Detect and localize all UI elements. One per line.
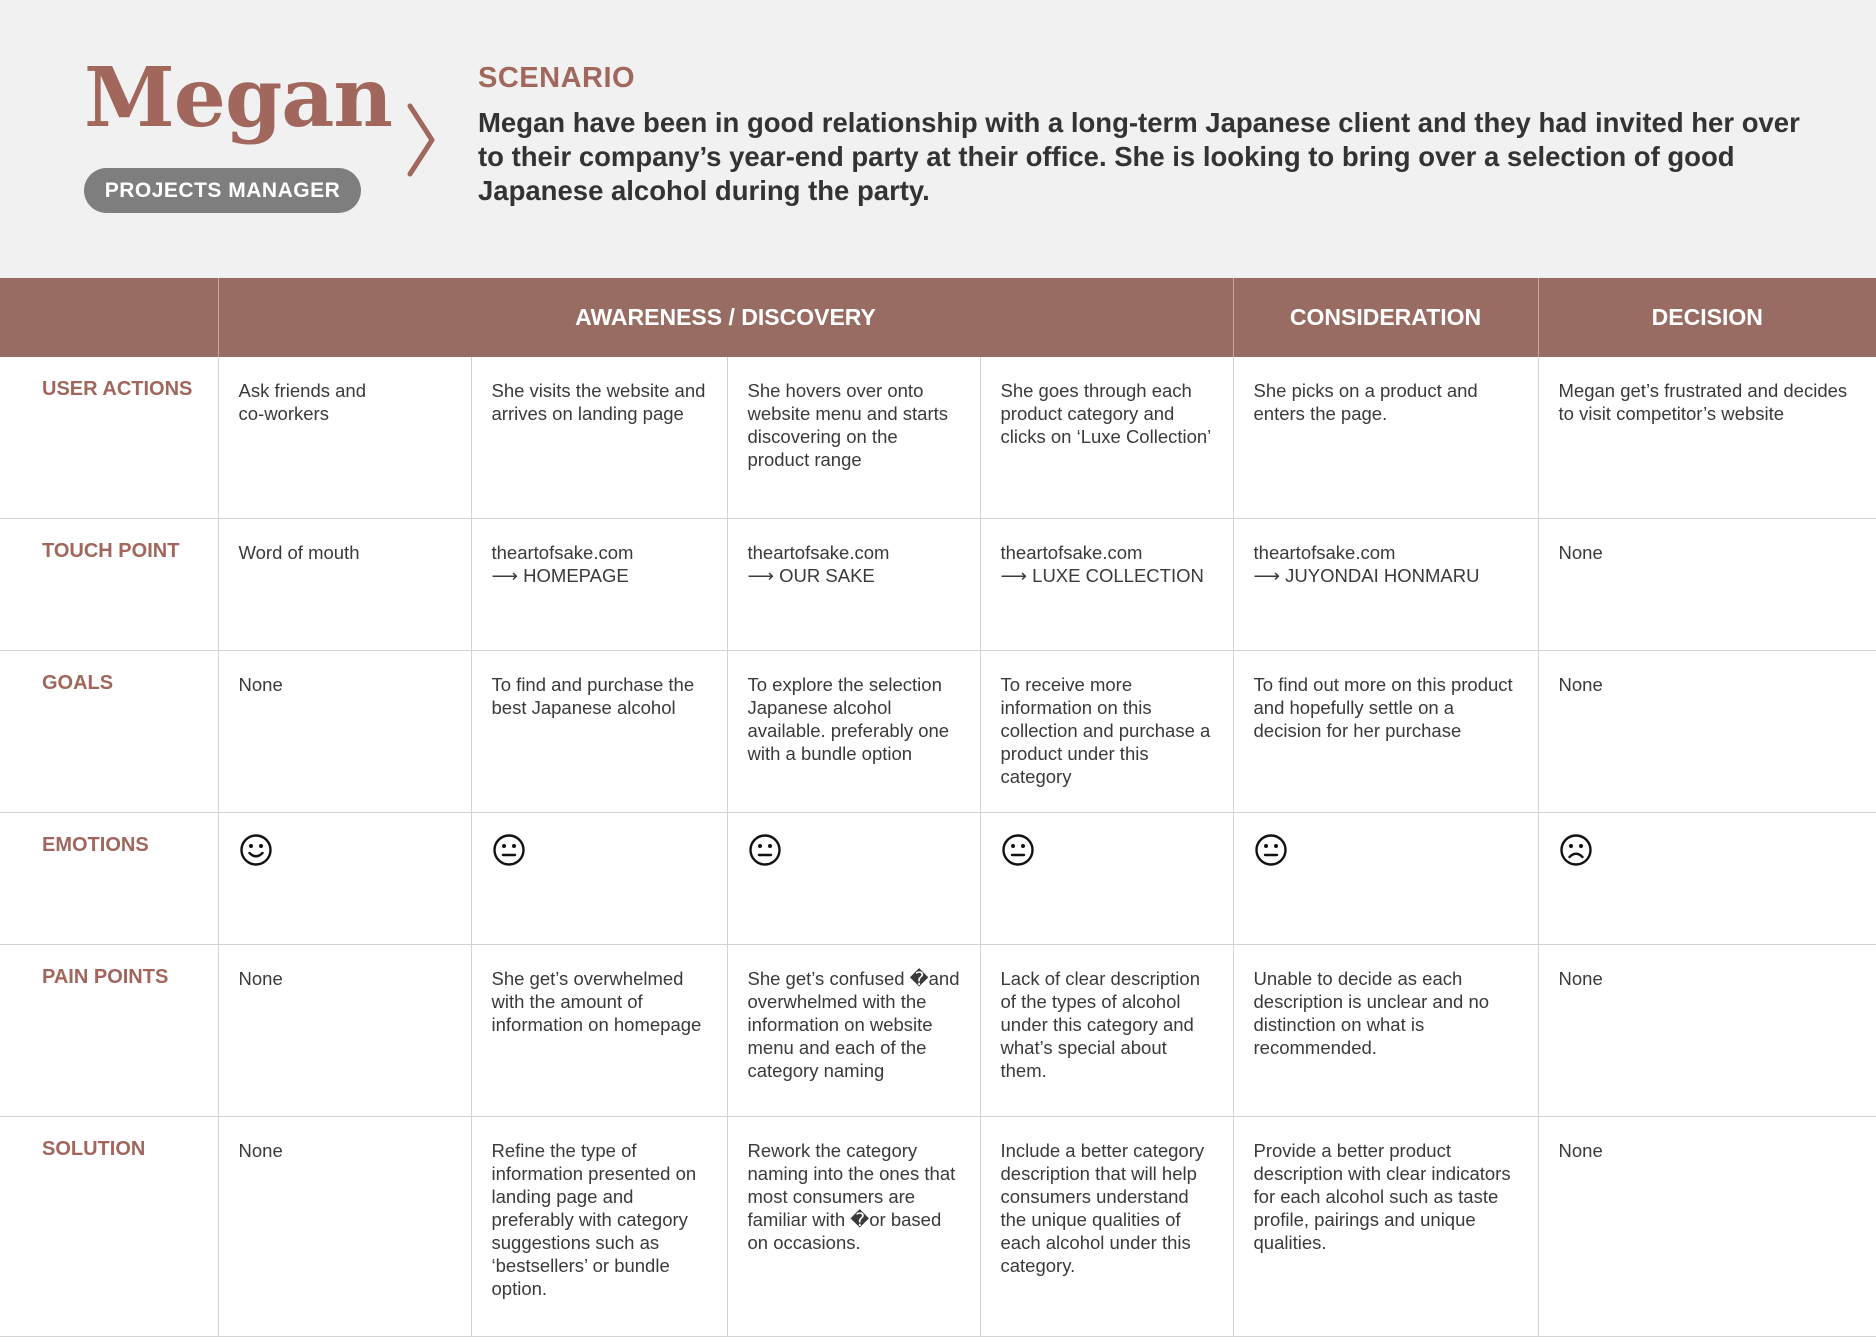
table-cell: None [1538,1117,1876,1337]
neutral-face-icon [1001,833,1035,867]
neutral-face-icon [748,833,782,867]
table-cell: theartofsake.com ⟶ HOMEPAGE [471,519,727,651]
neutral-face-icon [1254,833,1288,867]
stage-consideration: CONSIDERATION [1233,279,1538,357]
table-cell: To find out more on this product and hopefully settle on a decision for her purchase [1233,651,1538,813]
table-cell: She visits the website and arrives on landing page [471,357,727,519]
row-label: GOALS [0,651,218,813]
row-solution [0,1117,1876,1337]
table-cell [727,813,980,945]
row-goals [0,651,1876,813]
table-cell: She picks on a product and enters the page. [1233,357,1538,519]
stage-header-row [0,279,1876,357]
table-cell: theartofsake.com ⟶ OUR SAKE [727,519,980,651]
table-cell: She goes through each product category and clicks on ‘Luxe Collection’ [980,357,1233,519]
row-label: PAIN POINTS [0,945,218,1117]
table-cell: Include a better category description that will help consumers understand the unique qualities of each alcohol under this category. [980,1117,1233,1337]
table-cell: theartofsake.com ⟶ LUXE COLLECTION [980,519,1233,651]
table-cell: She get’s overwhelmed with the amount of information on homepage [471,945,727,1117]
scenario-text: Megan have been in good relationship with a long-term Japanese client and they had invited her over to their company’s year-end party at their office. She is looking to bring over a selection of good Japanese alcohol during the party. [478,107,1800,206]
table-cell [1538,813,1876,945]
row-label: TOUCH POINT [0,519,218,651]
table-cell: Rework the category naming into the ones that most consumers are familiar with �or based on occasions. [727,1117,980,1337]
scenario-label: SCENARIO [478,62,636,94]
row-label: USER ACTIONS [0,357,218,519]
table-cell: Unable to decide as each description is unclear and no distinction on what is recommended. [1233,945,1538,1117]
stage-header-blank [0,279,218,357]
role-badge: PROJECTS MANAGER [84,168,361,213]
table-cell: Provide a better product description with clear indicators for each alcohol such as taste profile, pairings and unique qualities. [1233,1117,1538,1337]
chevron-right-icon [404,102,440,178]
table-cell: Refine the type of information presented on landing page and preferably with category suggestions such as ‘bestsellers’ or bundle option. [471,1117,727,1337]
table-cell: To explore the selection Japanese alcohol available. preferably one with a bundle option [727,651,980,813]
row-label: SOLUTION [0,1117,218,1337]
persona-name: Megan [84,50,393,146]
row-pain-points [0,945,1876,1117]
row-touch-point [0,519,1876,651]
table-cell [980,813,1233,945]
table-cell: To find and purchase the best Japanese alcohol [471,651,727,813]
table-cell: She hovers over onto website menu and starts discovering on the product range [727,357,980,519]
table-cell: Word of mouth [218,519,471,651]
table-cell [218,813,471,945]
table-cell: To receive more information on this collection and purchase a product under this category [980,651,1233,813]
table-cell: None [218,651,471,813]
happy-face-icon [239,833,273,867]
table-cell: None [218,1117,471,1337]
row-emotions [0,813,1876,945]
table-cell: She get’s confused �and overwhelmed with the information on website menu and each of the category naming [727,945,980,1117]
scenario-header [0,0,1876,278]
row-user-actions [0,357,1876,519]
table-cell: None [1538,519,1876,651]
table-cell [471,813,727,945]
table-cell: theartofsake.com ⟶ JUYONDAI HONMARU [1233,519,1538,651]
table-cell [1233,813,1538,945]
table-cell: None [1538,651,1876,813]
table-cell: Megan get’s frustrated and decides to visit competitor’s website [1538,357,1876,519]
table-cell: Ask friends and co-workers [218,357,471,519]
neutral-face-icon [492,833,526,867]
sad-face-icon [1559,833,1593,867]
table-cell: Lack of clear description of the types of alcohol under this category and what’s special about them. [980,945,1233,1117]
table-cell: None [1538,945,1876,1117]
table-cell: None [218,945,471,1117]
journey-map-table [0,278,1876,1337]
stage-awareness: AWARENESS / DISCOVERY [218,279,1233,357]
row-label: EMOTIONS [0,813,218,945]
stage-decision: DECISION [1538,279,1876,357]
